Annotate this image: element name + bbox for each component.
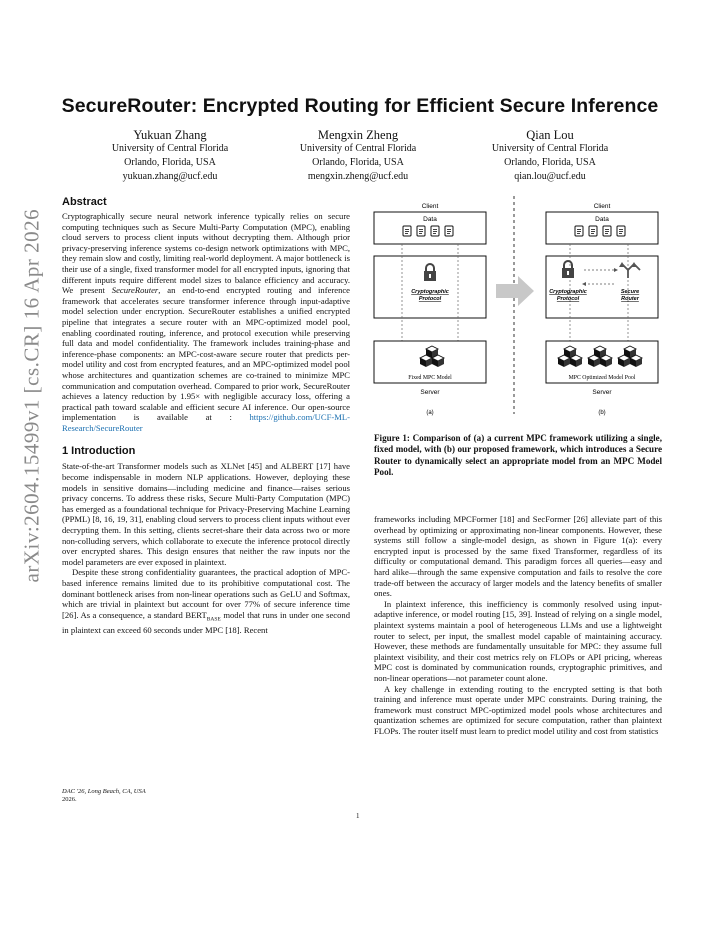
- author-email: yukuan.zhang@ucf.edu: [122, 171, 218, 182]
- conference-note: DAC '26, Long Beach, CA, USA: [62, 788, 146, 795]
- left-column: [62, 196, 350, 636]
- figure-caption: Figure 1: Comparison of (a) a current MPC framework utilizing a single, fixed model, with (b) our proposed framework, which introduces a Secure Router to dynamically select an appropriate model from an MPC Model Pool.: [374, 433, 662, 478]
- author-location: Orlando, Florida, USA: [312, 157, 404, 168]
- right-column: [374, 514, 662, 736]
- figure-1: [366, 196, 672, 426]
- right-paragraph-2: In plaintext inference, this inefficiency is commonly resolved using input-adaptive inference, or model routing [15, 39]. Instead of relying on a single model, plaintext systems maintain a pool of heterogeneous LLMs and use a lightweight router to select, per input, the smallest model capable of maintaining accuracy. However, these methods are fundamentally unsuitable for MPC: they assume full plaintext visibility, and their cost metrics rely on FLOPs or API pricing, whereas MPC cost is dominated by communication rounds, cryptographic primitives, and non-linear operations—not parameter count alone.: [374, 598, 662, 683]
- secure-router-label: Secure Router: [620, 289, 640, 302]
- intro-paragraph-1: State-of-the-art Transformer models such as XLNet [45] and ALBERT [17] have become indispensable in modern NLP applications. However, deploying these models in sensitive domains—including medicine and finance—raises serious privacy concerns. To address these risks, Secure Multi-Party Computation (MPC) has emerged as a foundational technique for Privacy-Preserving Machine Learning (PPML) [8, 16, 19, 31], enabling cloud servers to process client inputs without ever decrypting them. In this setting, clients secret-share their data across two or more non-colluding servers, which collaborate to execute the inference protocol directly over encrypted shares. This design ensures that neither the raw inputs nor the model parameters are ever exposed in plaintext.: [62, 461, 350, 567]
- page-number: 1: [356, 812, 360, 820]
- data-label-a: Data: [423, 216, 437, 223]
- paper-title: SecureRouter: Encrypted Routing for Efficient Secure Inference: [61, 95, 659, 117]
- author-email: mengxin.zheng@ucf.edu: [307, 171, 409, 182]
- author-name: Qian Lou: [526, 128, 574, 142]
- right-paragraph-3: A key challenge in extending routing to the encrypted setting is that both training and inference must operate under MPC constraints. During training, the framework must construct MPC-optimized model pools whose architectures and quantization schemes are optimized for secure computation, rather than plaintext FLOPs. The router itself must learn to predict model utility and cost from statistics: [374, 683, 662, 736]
- document-icon: [617, 226, 625, 236]
- author-name: Yukuan Zhang: [133, 128, 207, 142]
- protocol-label-a: Cryptographic Protocol: [411, 289, 449, 302]
- arxiv-identifier: arXiv:2604.15499v1 [cs.CR] 16 Apr 2026: [19, 208, 44, 583]
- author-block-3: [440, 128, 660, 184]
- document-icon: [417, 226, 425, 236]
- intro-heading: 1 Introduction: [62, 445, 136, 458]
- page-footer: [62, 788, 146, 804]
- client-label-b: Client: [593, 203, 611, 210]
- protocol-label-b: Cryptographic Protocol: [549, 289, 587, 302]
- document-icon: [589, 226, 597, 236]
- intro-paragraph-2: Despite these strong confidentiality guarantees, the practical adoption of MPC-based inference remains limited due to its prohibitive computational cost. The dominant bottleneck arises from non-linear operations such as GeLU and Softmax, which are trivial in plaintext but account for over 77% of secure inference time [26]. As a consequence, a standard $BERT_{BASE}$ model that runs in under one second in plaintext can exceed 60 seconds under MPC [18]. Recent: [62, 567, 350, 636]
- pool-model-label: MPC Optimized Model Pool: [568, 375, 636, 381]
- right-paragraph-1: frameworks including MPCFormer [18] and SecFormer [26] alleviate part of this overhead by optimizing or approximating non-linear components. However, these systems still follow a single-model design, as shown in Figure 1(a): every encrypted input is processed by the same fixed Transformer, regardless of its difficulty or computational demand. This paradigm forces all queries—easy and hard alike—through the same expensive computation and fails to resolve the core trade-off between the accuracy of larger models and the latency benefits of smaller ones.: [374, 514, 662, 599]
- author-block-2: [248, 128, 468, 184]
- author-block-1: [60, 128, 280, 184]
- document-icon: [575, 226, 583, 236]
- author-name: Mengxin Zheng: [317, 128, 399, 142]
- document-icon: [445, 226, 453, 236]
- year-note: 2026.: [62, 796, 77, 803]
- panel-label-a: (a): [426, 410, 434, 416]
- transition-arrow: [496, 276, 534, 306]
- client-label-a: Client: [421, 203, 439, 210]
- author-affiliation: University of Central Florida: [491, 143, 609, 154]
- document-icon: [403, 226, 411, 236]
- author-email: qian.lou@ucf.edu: [514, 171, 586, 182]
- abstract-text: Cryptographically secure neural network inference typically relies on secure computing techniques such as Secure Multi-Party Computation (MPC), enabling cloud servers to process client inputs without decrypting them. Although prior privacy-preserving inference systems co-design network optimizations with MPC, they remain slow and costly, limiting real-world deployment. A major bottleneck is their use of a single, fixed transformer model for all encrypted inputs, ignoring that different inputs require different model sizes to balance efficiency and accuracy. We present SecureRouter, an end-to-end encrypted routing and inference framework that accelerates secure transformer inference through input-adaptive model selection under encryption. SecureRouter establishes a unified encrypted pipeline that integrates a secure router with an MPC-optimized model pool, enabling coordinated routing, inference, and protocol execution while preserving full data and model confidentiality. The framework includes training-phase and inference-phase components: an MPC-cost-aware secure router that predicts per-model utility and cost from encrypted features, and an MPC-optimized model pool whose architectures and quantization schemes are co-trained to minimize MPC communication and computation overhead. Compared to prior work, SecureRouter achieves a latency reduction by 1.95× with negligible accuracy loss, offering a practical path toward scalable and efficient secure AI inference. Our open-source implementation is available at : https://github.com/UCF-ML-Research/SecureRouter: [62, 211, 350, 433]
- server-label-a: Server: [420, 389, 440, 396]
- fixed-model-label: Fixed MPC Model: [408, 375, 452, 381]
- author-location: Orlando, Florida, USA: [504, 157, 596, 168]
- data-label-b: Data: [595, 216, 609, 223]
- github-link[interactable]: https://github.com/UCF-ML-Research/SecureRouter: [62, 412, 350, 433]
- author-affiliation: University of Central Florida: [111, 143, 229, 154]
- document-icon: [431, 226, 439, 236]
- abstract-heading: Abstract: [62, 196, 107, 208]
- server-label-b: Server: [592, 389, 612, 396]
- document-icon: [603, 226, 611, 236]
- author-location: Orlando, Florida, USA: [124, 157, 216, 168]
- author-affiliation: University of Central Florida: [299, 143, 417, 154]
- panel-label-b: (b): [598, 410, 606, 416]
